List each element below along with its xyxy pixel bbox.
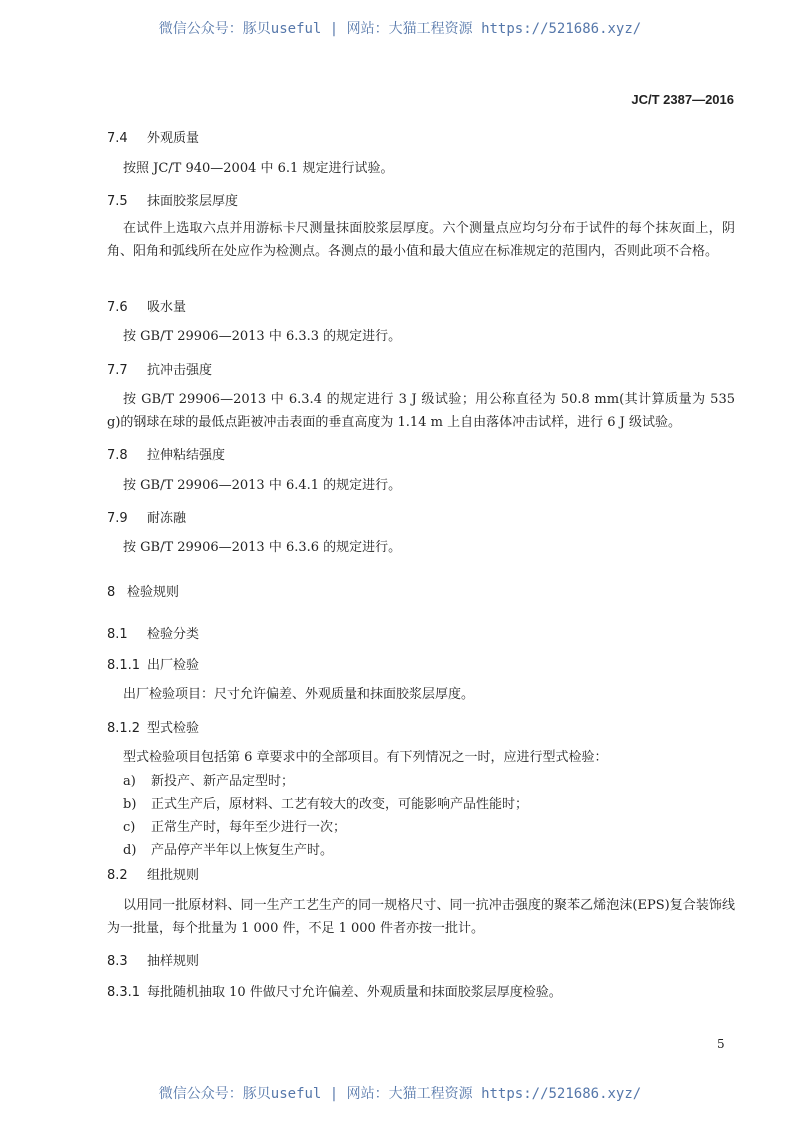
heading-8: 8 检验规则	[107, 585, 180, 600]
doc-code: JC/T 2387—2016	[631, 92, 734, 107]
para-7-7: 按 GB/T 29906—2013 中 6.3.4 的规定进行 3 J 级试验；用公称直径为 50.8 mm(其计算质量为 535 g)的钢球在球的最低点距被冲击表面的垂直高度为 1.14 m 上自由落体冲击试样，进行 6 J 级试验。	[107, 392, 735, 430]
para-7-9: 按 GB/T 29906—2013 中 6.3.6 的规定进行。	[123, 540, 402, 555]
heading-7-9: 7.9 耐冻融	[107, 511, 187, 526]
para-8-3-1: 8.3.1 每批随机抽取 10 件做尺寸允许偏差、外观质量和抹面胶浆层厚度检验。	[107, 985, 562, 1000]
header-watermark: 微信公众号：豚贝useful | 网站：大猫工程资源 https://521686.xyz/	[158, 21, 642, 37]
para-8-1-2: 型式检验项目包括第 6 章要求中的全部项目。有下列情况之一时，应进行型式检验：	[123, 750, 608, 765]
para-8-1-1: 出厂检验项目：尺寸允许偏差、外观质量和抹面胶浆层厚度。	[123, 687, 475, 702]
footer-watermark: 微信公众号：豚贝useful | 网站：大猫工程资源 https://521686.xyz/	[158, 1086, 642, 1102]
heading-8-1-1: 8.1.1 出厂检验	[107, 658, 200, 673]
list-item: c) 正常生产时，每年至少进行一次；	[123, 820, 347, 835]
para-7-5: 在试件上选取六点并用游标卡尺测量抹面胶浆层厚度。六个测量点应均匀分布于试件的每个抹灰面上，阴角、阳角和弧线所在处应作为检测点。各测点的最小值和最大值应在标准规定的范围内，否则此项不合格。	[107, 221, 735, 259]
para-7-4: 按照 JC/T 940—2004 中 6.1 规定进行试验。	[123, 161, 394, 176]
heading-8-2: 8.2 组批规则	[107, 868, 200, 883]
heading-7-7: 7.7 抗冲击强度	[107, 363, 213, 378]
heading-7-6: 7.6 吸水量	[107, 300, 187, 315]
heading-7-4: 7.4 外观质量	[107, 131, 200, 146]
list-item: b) 正式生产后，原材料、工艺有较大的改变，可能影响产品性能时；	[123, 797, 529, 812]
heading-7-5: 7.5 抹面胶浆层厚度	[107, 194, 239, 209]
list-item: d) 产品停产半年以上恢复生产时。	[123, 843, 334, 858]
para-7-8: 按 GB/T 29906—2013 中 6.4.1 的规定进行。	[123, 478, 402, 493]
para-7-6: 按 GB/T 29906—2013 中 6.3.3 的规定进行。	[123, 329, 402, 344]
page-number: 5	[717, 1037, 725, 1051]
heading-7-8: 7.8 拉伸粘结强度	[107, 448, 226, 463]
heading-8-3: 8.3 抽样规则	[107, 954, 200, 969]
list-item: a) 新投产、新产品定型时；	[123, 774, 295, 789]
para-8-2: 以用同一批原材料、同一生产工艺生产的同一规格尺寸、同一抗冲击强度的聚苯乙烯泡沫(EPS)复合装饰线为一批量，每个批量为 1 000 件，不足 1 000 件者亦按一批计。	[107, 898, 735, 936]
heading-8-1: 8.1 检验分类	[107, 627, 200, 642]
heading-8-1-2: 8.1.2 型式检验	[107, 721, 200, 736]
